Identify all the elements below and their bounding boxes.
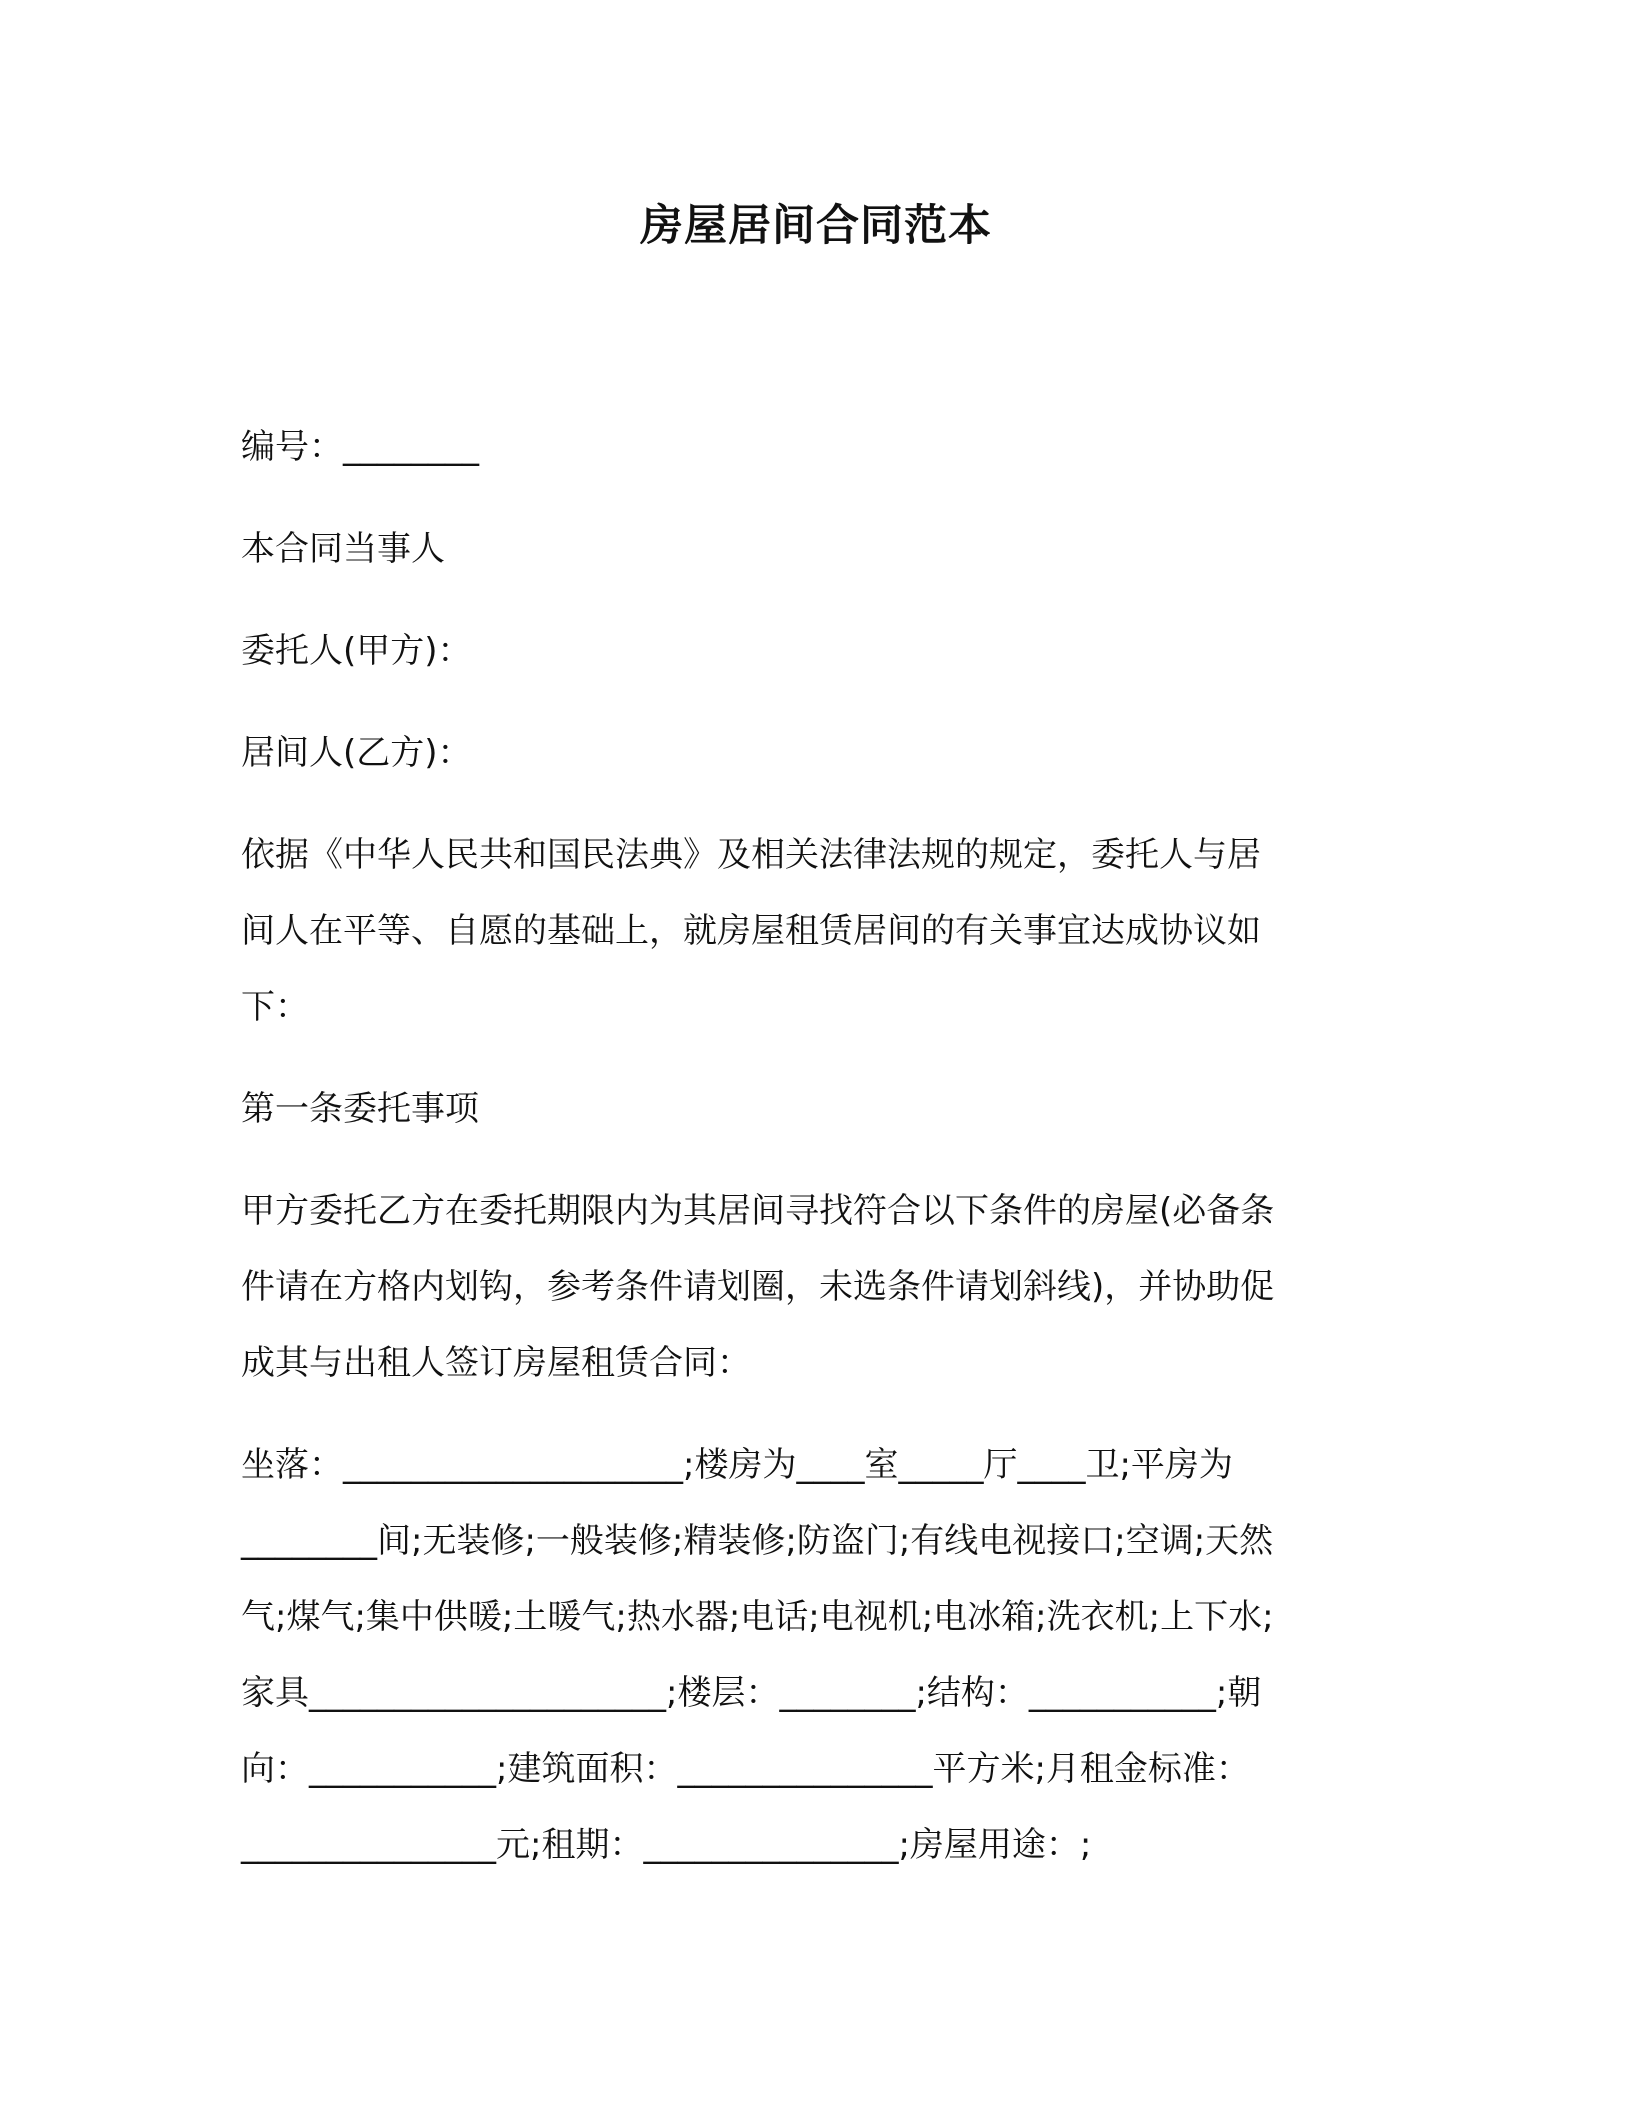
document-title: 房屋居间合同范本 xyxy=(640,201,992,251)
article-1-line: 件请在方格内划钩，参考条件请划圈，未选条件请划斜线)，并协助促 xyxy=(241,1267,1275,1307)
conditions-line: _______________元;租期：_______________;房屋用途：; xyxy=(241,1825,1092,1865)
conditions-line: 向：___________;建筑面积：_______________平方米;月租金标准： xyxy=(241,1749,1250,1789)
conditions-line: 家具_____________________;楼层：________;结构：___________;朝 xyxy=(241,1673,1262,1713)
parties-heading: 本合同当事人 xyxy=(241,529,445,569)
contract-number-line: 编号：________ xyxy=(241,427,479,467)
conditions-line: 气;煤气;集中供暖;土暖气;热水器;电话;电视机;电冰箱;洗衣机;上下水; xyxy=(241,1597,1274,1637)
conditions-line: ________间;无装修;一般装修;精装修;防盗门;有线电视接口;空调;天然 xyxy=(241,1521,1274,1561)
broker-party-line: 居间人(乙方)： xyxy=(241,733,472,773)
article-1-paragraph xyxy=(241,1173,1381,1401)
conditions-line: 坐落：____________________;楼房为____室_____厅____卫;平房为 xyxy=(241,1445,1233,1485)
article-1-line: 甲方委托乙方在委托期限内为其居间寻找符合以下条件的房屋(必备条 xyxy=(241,1191,1275,1231)
property-conditions-paragraph xyxy=(241,1427,1381,1883)
article-1-heading: 第一条委托事项 xyxy=(241,1089,479,1129)
client-party-line: 委托人(甲方)： xyxy=(241,631,472,671)
article-1-line: 成其与出租人签订房屋租赁合同： xyxy=(241,1343,751,1383)
preamble-line: 依据《中华人民共和国民法典》及相关法律法规的规定，委托人与居 xyxy=(241,835,1261,875)
preamble-paragraph xyxy=(241,817,1381,1045)
preamble-line: 下： xyxy=(241,987,309,1027)
preamble-line: 间人在平等、自愿的基础上，就房屋租赁居间的有关事宜达成协议如 xyxy=(241,911,1261,951)
